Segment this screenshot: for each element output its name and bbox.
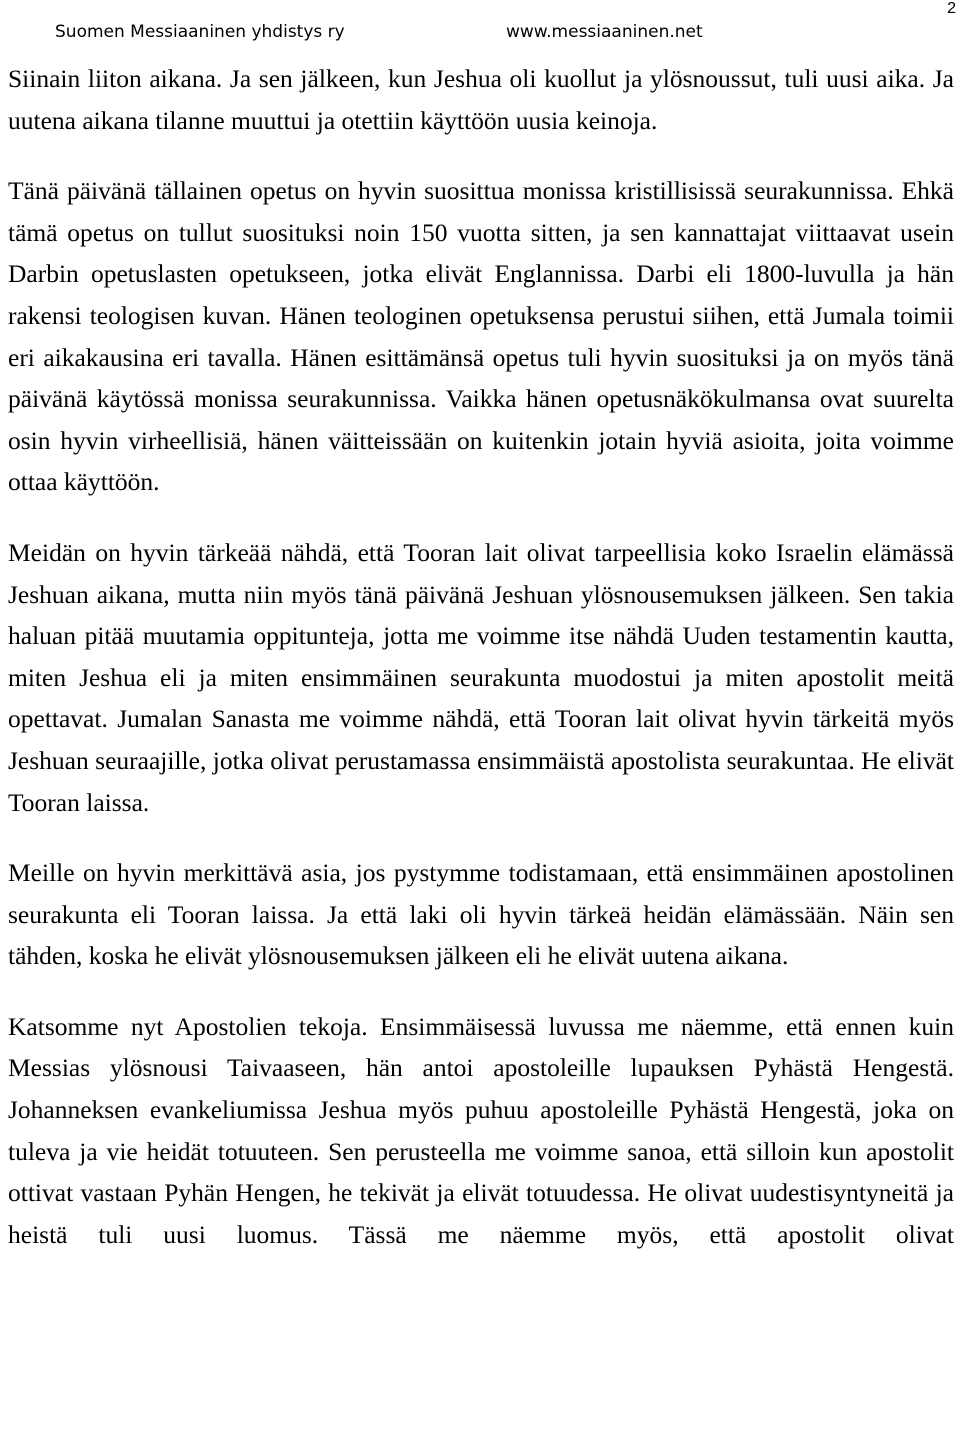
header-website: www.messiaaninen.net [506, 22, 703, 42]
header-organization: Suomen Messiaaninen yhdistys ry [55, 22, 345, 42]
paragraph: Meidän on hyvin tärkeää nähdä, että Tooran lait olivat tarpeellisia koko Israelin elämässä Jeshuan aikana, mutta niin myös tänä päivänä Jeshuan ylösnousemuksen jälkeen. Sen takia haluan pitää muutamia oppitunteja, jotta me voimme itse nähdä Uuden testamentin kautta, miten Jeshua eli ja miten ensimmäinen seurakunta muodostui ja miten apostolit meitä opettavat. Jumalan Sanasta me voimme nähdä, että Tooran lait olivat hyvin tärkeitä myös Jeshuan seuraajille, jotka olivat perustamassa ensimmäistä apostolista seurakuntaa. He elivät Tooran laissa. [8, 537, 954, 817]
page-header [0, 0, 960, 52]
document-body [8, 58, 954, 1255]
paragraph: Tänä päivänä tällainen opetus on hyvin suosittua monissa kristillisissä seurakunnissa. Ehkä tämä opetus on tullut suosituksi noin 150 vuotta sitten, ja sen kannattajat viittaavat usein Darbin opetuslasten opetukseen, jotka elivät Englannissa. Darbi eli 1800-luvulla ja hän rakensi teologisen kuvan. Hänen teologinen opetuksensa perustui siihen, että Jumala toimii eri aikakausina eri tavalla. Hänen esittämänsä opetus tuli hyvin suosituksi ja on myös tänä päivänä käytössä monissa seurakunnissa. Vaikka hänen opetusnäkökulmansa ovat suurelta osin hyvin virheellisiä, hänen väitteissään on kuitenkin jotain hyviä asioita, joita voimme ottaa käyttöön. [8, 176, 954, 497]
paragraph: Meille on hyvin merkittävä asia, jos pystymme todistamaan, että ensimmäinen apostolinen seurakunta eli Tooran laissa. Ja että laki oli hyvin tärkeä heidän elämässään. Näin sen tähden, koska he elivät ylösnousemuksen jälkeen eli he elivät uutena aikana. [8, 858, 954, 971]
paragraph: Siinain liiton aikana. Ja sen jälkeen, kun Jeshua oli kuollut ja ylösnoussut, tuli uusi aika. Ja uutena aikana tilanne muuttui ja otettiin käyttöön uusia keinoja. [8, 64, 954, 135]
paragraph: Katsomme nyt Apostolien tekoja. Ensimmäisessä luvussa me näemme, että ennen kuin Messias ylösnousi Taivaaseen, hän antoi apostoleille lupauksen Pyhästä Hengestä. Johanneksen evankeliumissa Jeshua myös puhuu apostoleille Pyhästä Hengestä, joka on tuleva ja vie heidät totuuteen. Sen perusteella me voimme sanoa, että silloin kun apostolit ottivat vastaan Pyhän Hengen, he tekivät ja elivät totuudessa. He olivat uudestisyntyneitä ja heistä tuli uusi luomus. Tässä me näemme myös, että apostolit olivat [8, 1011, 954, 1249]
page-number: 2 [947, 0, 956, 17]
